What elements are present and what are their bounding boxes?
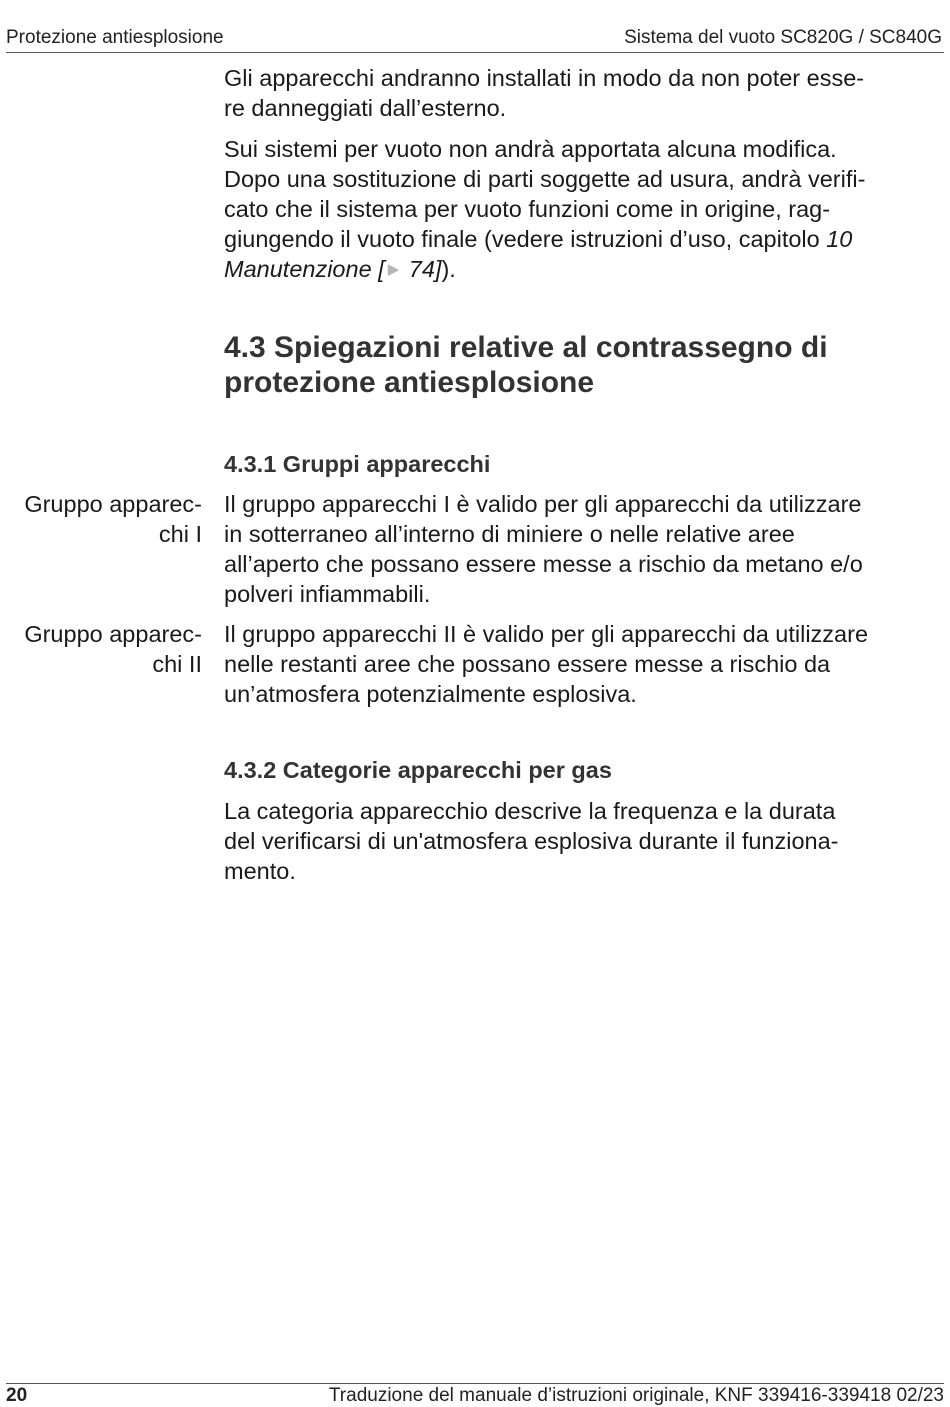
text-line: re danneggiati dall’esterno. bbox=[224, 95, 507, 121]
running-header-right: Sistema del vuoto SC820G / SC840G bbox=[624, 27, 942, 48]
page-arrow-icon: ▶ bbox=[387, 261, 400, 278]
chapter-reference-page[interactable]: 74] bbox=[402, 256, 442, 282]
header-divider bbox=[6, 52, 944, 53]
text-line: Sui sistemi per vuoto non andrà apportata alcuna modifica. bbox=[224, 136, 837, 162]
page-number: 20 bbox=[6, 1385, 28, 1406]
intro-paragraph-1 bbox=[224, 63, 936, 123]
subsection-heading-4-3-1: 4.3.1 Gruppi apparecchi bbox=[224, 451, 491, 477]
subsection-heading-4-3-2: 4.3.2 Categorie apparecchi per gas bbox=[224, 757, 612, 783]
footer-text: Traduzione del manuale d’istruzioni originale, KNF 339416-339418 02/23 bbox=[328, 1385, 944, 1406]
text-line bbox=[224, 224, 936, 254]
footer-divider bbox=[6, 1383, 944, 1384]
text-line: polveri infiammabili. bbox=[224, 581, 431, 607]
text-line: Gli apparecchi andranno installati in modo da non poter esse- bbox=[224, 65, 865, 91]
text-line: del verificarsi di un'atmosfera esplosiva durante il funziona- bbox=[224, 828, 839, 854]
label-line: Gruppo apparec- bbox=[24, 621, 202, 647]
heading-line: 4.3 Spiegazioni relative al contrassegno di bbox=[224, 331, 828, 364]
group-2-description bbox=[224, 619, 936, 709]
category-description bbox=[224, 796, 936, 886]
intro-paragraph-2 bbox=[224, 134, 936, 288]
label-line: chi I bbox=[158, 521, 202, 547]
reference-tail: ). bbox=[441, 256, 456, 282]
text-line: La categoria apparecchio descrive la frequenza e la durata bbox=[224, 798, 836, 824]
margin-label-group-2 bbox=[2, 619, 202, 679]
text-line: nelle restanti aree che possano essere messe a rischio da bbox=[224, 651, 831, 677]
text-line: un’atmosfera potenzialmente esplosiva. bbox=[224, 681, 637, 707]
section-heading-4-3 bbox=[224, 330, 936, 400]
text-line: Il gruppo apparecchi II è valido per gli apparecchi da utilizzare bbox=[224, 621, 869, 647]
chapter-reference-number[interactable]: 10 bbox=[826, 226, 853, 252]
label-line: Gruppo apparec- bbox=[24, 491, 202, 517]
text-line: cato che il sistema per vuoto funzioni come in origine, rag- bbox=[224, 196, 831, 222]
chapter-reference-line bbox=[224, 254, 936, 288]
group-1-description bbox=[224, 489, 936, 609]
text-line: mento. bbox=[224, 858, 296, 884]
text-line: all’aperto che possano essere messe a rischio da metano e/o bbox=[224, 551, 863, 577]
margin-label-group-1 bbox=[2, 489, 202, 549]
text-line: Il gruppo apparecchi I è valido per gli apparecchi da utilizzare bbox=[224, 491, 862, 517]
heading-line: protezione antiesplosione bbox=[224, 366, 595, 399]
running-header-left: Protezione antiesplosione bbox=[6, 27, 224, 48]
text-line-part: giungendo il vuoto finale (vedere istruzioni d’uso, capitolo bbox=[224, 226, 827, 252]
text-line: Dopo una sostituzione di parti soggette ad usura, andrà verifi- bbox=[224, 166, 866, 192]
chapter-reference-link[interactable]: Manutenzione [ bbox=[224, 256, 385, 282]
text-line: in sotterraneo all’interno di miniere o nelle relative aree bbox=[224, 521, 795, 547]
label-line: chi II bbox=[152, 651, 202, 677]
